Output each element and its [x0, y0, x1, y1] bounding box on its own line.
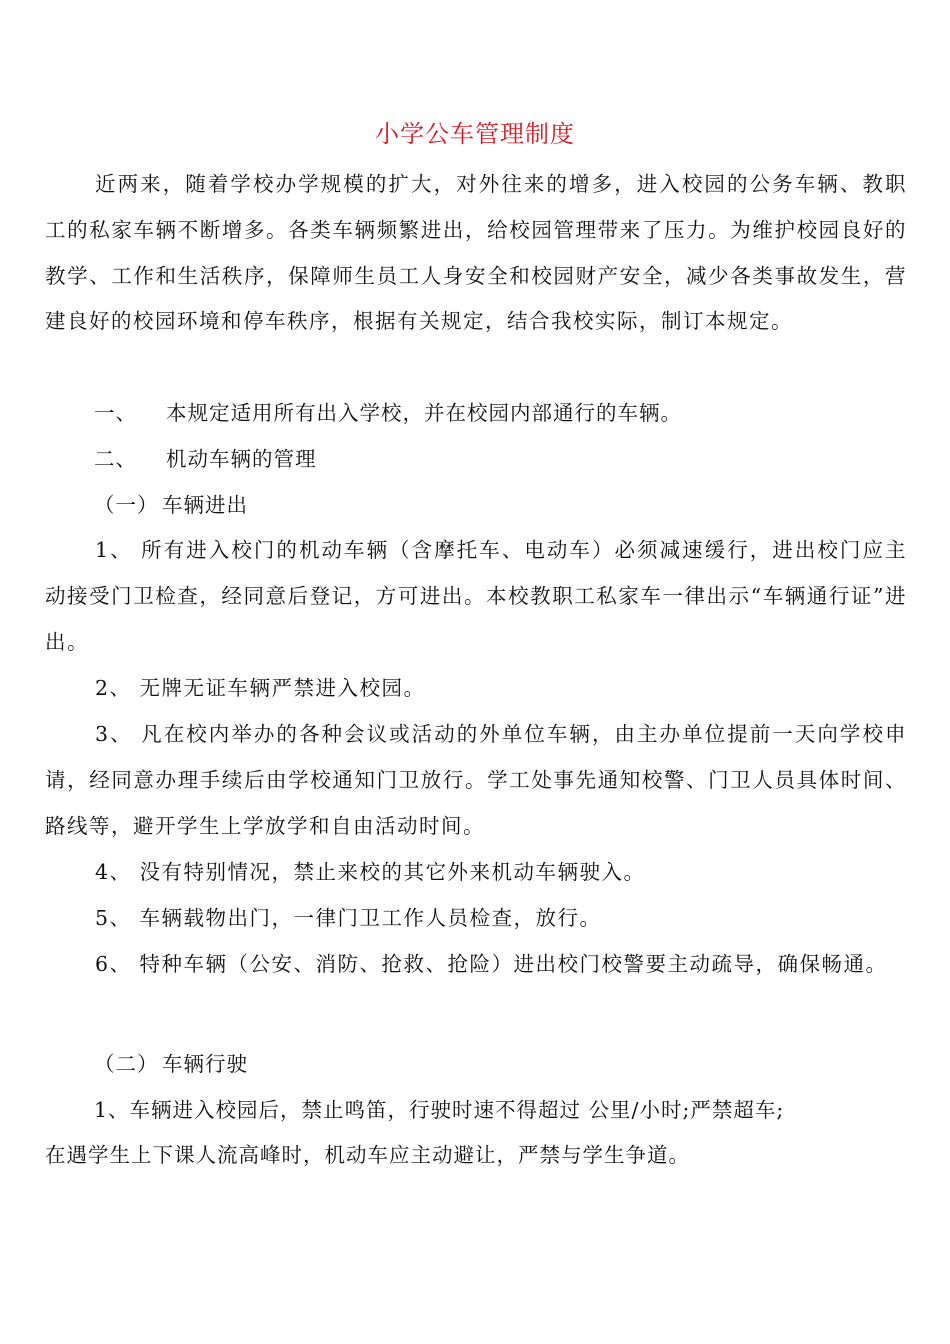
list-item: 在遇学生上下课人流高峰时，机动车应主动避让，严禁与学生争道。 — [45, 1143, 690, 1167]
subsection-2-text: 车辆行驶 — [162, 1052, 248, 1076]
subsection-2 — [94, 1042, 248, 1088]
document-title: 小学公车管理制度 — [375, 120, 575, 148]
section-1-text: 本规定适用所有出入学校，并在校园内部通行的车辆。 — [166, 401, 682, 425]
subsection-2-number: （二） — [94, 1052, 159, 1076]
intro-paragraph: 近两来，随着学校办学规模的扩大，对外往来的增多，进入校园的公务车辆、教职工的私家车辆不断增多。各类车辆频繁进出，给校园管理带来了压力。为维护校园良好的教学、工作和生活秩序，保障师生员工人身安全和校园财产安全，减少各类事故发生，营建良好的校园环境和停车秩序，根据有关规定，结合我校实际，制订本规定。 — [45, 172, 907, 334]
list-item: 4、 没有特别情况，禁止来校的其它外来机动车辆驶入。 — [95, 860, 646, 884]
list-item: 1、 所有进入校门的机动车辆（含摩托车、电动车）必须减速缓行，进出校门应主动接受门卫检查，经同意后登记，方可进出。本校教职工私家车一律出示“车辆通行证”进出。 — [45, 538, 907, 654]
section-2-text: 机动车辆的管理 — [166, 447, 317, 471]
list-item: 3、 凡在校内举办的各种会议或活动的外单位车辆，由主办单位提前一天向学校申请，经同意办理手续后由学校通知门卫放行。学工处事先通知校警、门卫人员具体时间、路线等，避开学生上学放学和自由活动时间。 — [45, 722, 907, 838]
list-item: 6、 特种车辆（公安、消防、抢救、抢险）进出校门校警要主动疏导，确保畅通。 — [95, 952, 888, 976]
section-1 — [94, 391, 682, 437]
list-item: 1、车辆进入校园后，禁止鸣笛，行驶时速不得超过 公里/小时;严禁超车; — [94, 1098, 785, 1122]
subsection-1-text: 车辆进出 — [162, 493, 248, 517]
section-1-number: 一、 — [94, 401, 137, 425]
list-item: 2、 无牌无证车辆严禁进入校园。 — [95, 676, 426, 700]
section-2 — [94, 437, 317, 483]
subsection-1-number: （一） — [94, 493, 159, 517]
list-item: 5、 车辆载物出门，一律门卫工作人员检查，放行。 — [95, 906, 602, 930]
subsection-1 — [94, 483, 248, 529]
section-2-number: 二、 — [94, 447, 137, 471]
